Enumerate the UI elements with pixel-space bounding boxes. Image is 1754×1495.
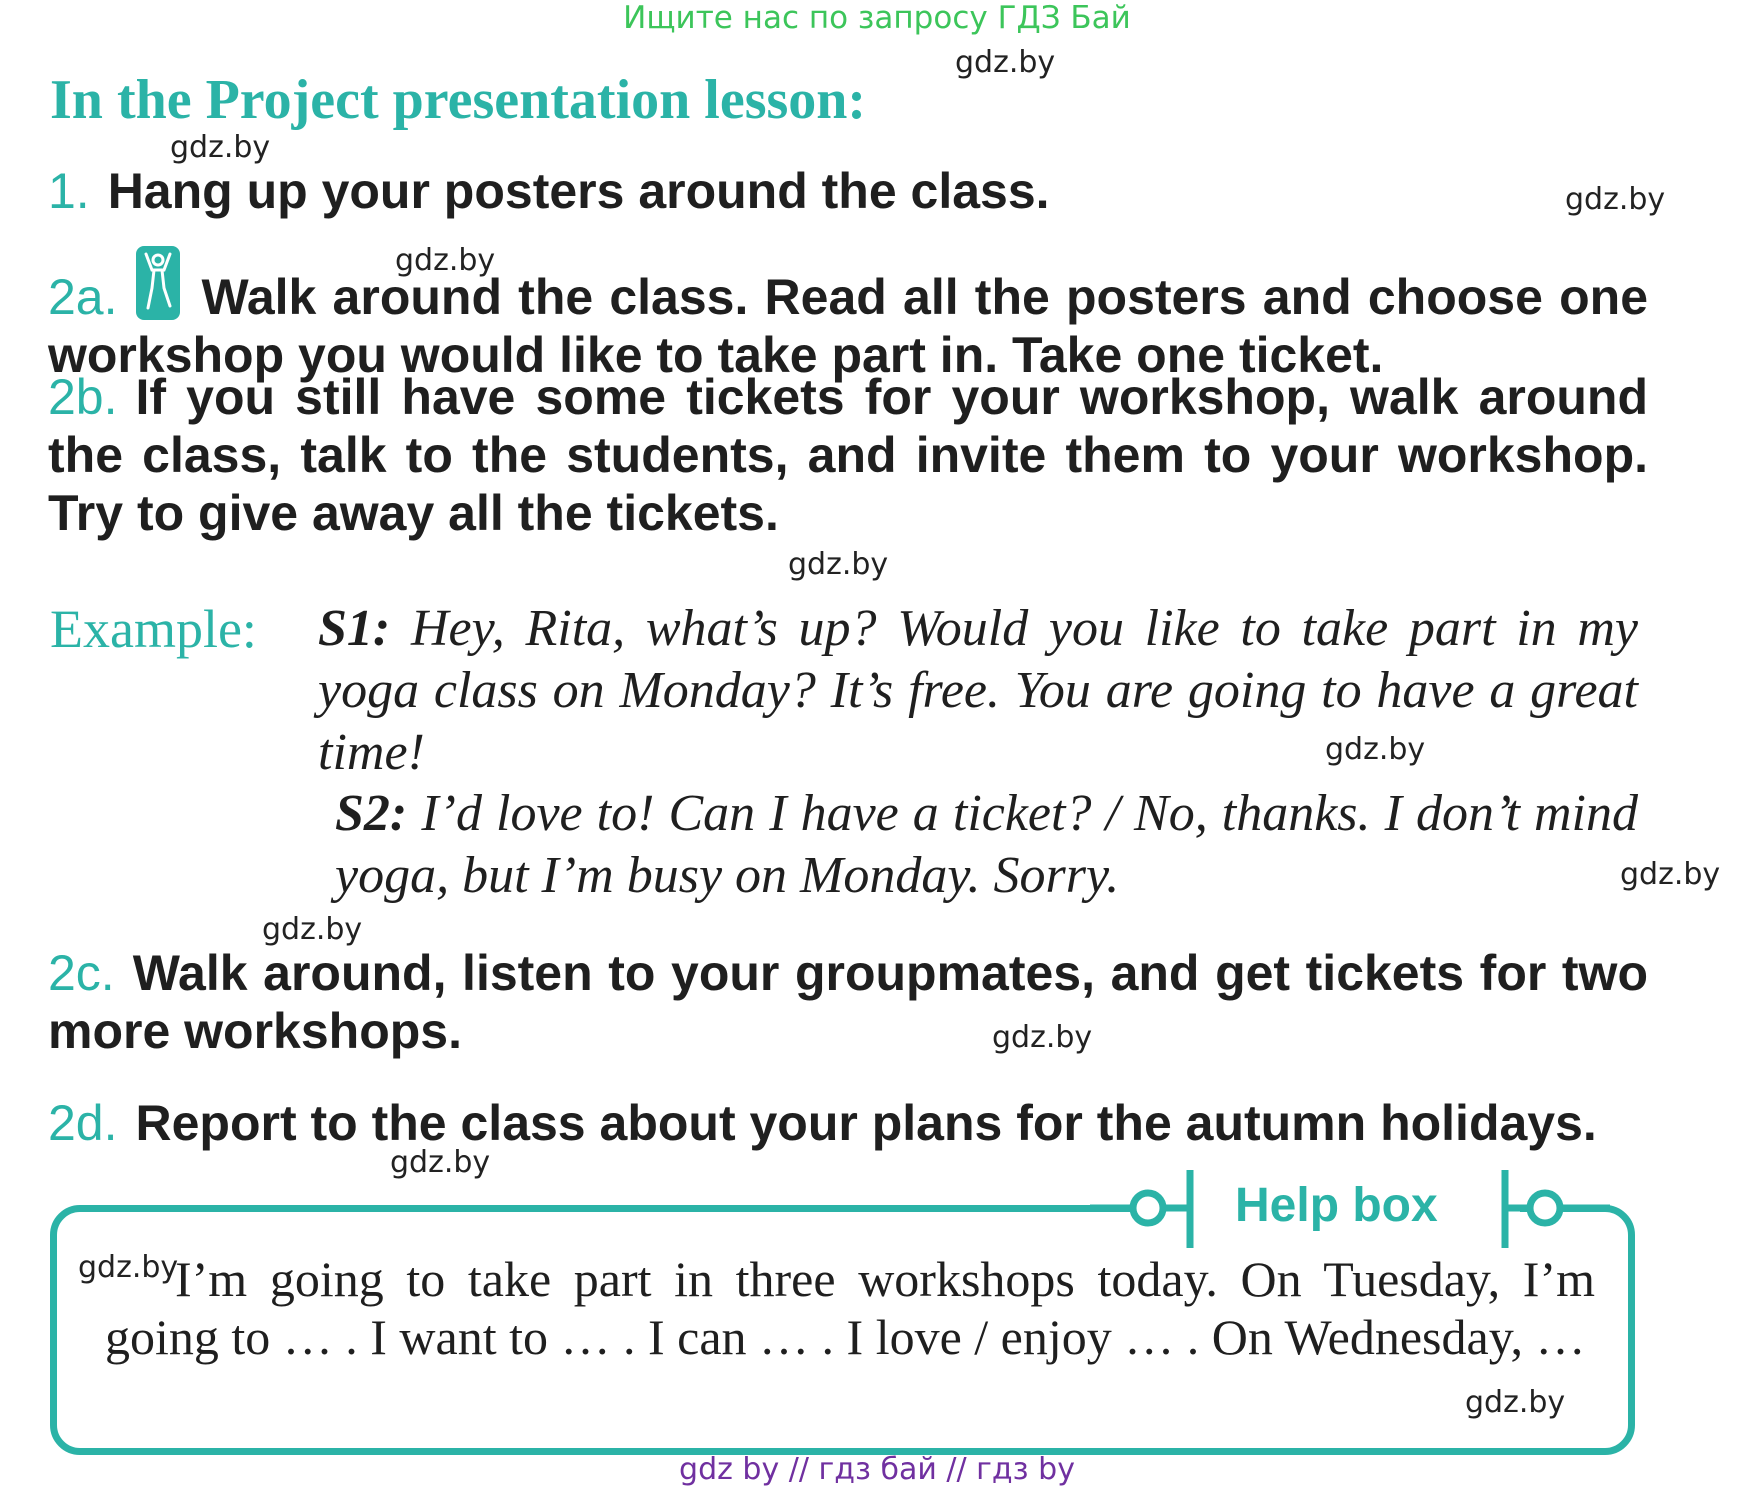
speaker-label: S1: xyxy=(318,600,391,657)
watermark: gdz.by xyxy=(788,547,889,582)
watermark: gdz.by xyxy=(170,130,271,165)
task-2d xyxy=(48,1094,1648,1152)
watermark: gdz.by xyxy=(955,45,1056,80)
page-title: In the Project presentation lesson: xyxy=(50,69,867,131)
help-box-title: Help box xyxy=(1235,1179,1438,1232)
example-text: Hey, Rita, what’s up? Would you like to take part in my yoga class on Monday? It’s free. You are going to have a great time! xyxy=(318,600,1638,781)
task-text: Hang up your posters around the class. xyxy=(107,163,1050,219)
task-text: Walk around, listen to your groupmates, and get tickets for two more workshops. xyxy=(48,945,1648,1059)
example-label: Example: xyxy=(50,599,257,659)
watermark: gdz.by xyxy=(390,1145,491,1180)
watermark: gdz.by xyxy=(1325,732,1426,767)
task-text: Walk around the class. Read all the posters and choose one workshop you would like to take part in. Take one ticket. xyxy=(48,269,1648,383)
task-number: 2c. xyxy=(48,945,115,1001)
task-number: 2b. xyxy=(48,369,118,425)
example-s1 xyxy=(318,598,1638,784)
person-moving-icon xyxy=(136,246,180,320)
task-number: 2a. xyxy=(48,269,118,325)
watermark: gdz.by xyxy=(992,1020,1093,1055)
footer: gdz by // гдз бай // гдз by xyxy=(679,1452,1075,1487)
example-text: I’d love to! Can I have a ticket? / No, thanks. I don’t mind yoga, but I’m busy on Monday. Sorry. xyxy=(335,785,1638,904)
top-note: Ищите нас по запросу ГДЗ Бай xyxy=(623,0,1131,36)
task-text: If you still have some tickets for your workshop, walk around the class, talk to the students, and invite them to your workshop. Try to give away all the tickets. xyxy=(48,369,1648,541)
watermark: gdz.by xyxy=(78,1250,179,1285)
watermark: gdz.by xyxy=(395,243,496,278)
task-2a xyxy=(48,246,1648,384)
watermark: gdz.by xyxy=(1620,857,1721,892)
example-s2 xyxy=(335,783,1638,907)
task-number: 2d. xyxy=(48,1095,118,1151)
task-1 xyxy=(48,162,1648,220)
task-text: Report to the class about your plans for the autumn holidays. xyxy=(135,1095,1597,1151)
watermark: gdz.by xyxy=(262,912,363,947)
task-2b xyxy=(48,368,1648,542)
watermark: gdz.by xyxy=(1465,1385,1566,1420)
task-number: 1. xyxy=(48,163,90,219)
watermark: gdz.by xyxy=(1565,182,1666,217)
task-2c xyxy=(48,944,1648,1060)
help-box-text: I’m going to take part in three workshops today. On Tuesday, I’m going to … . I want to … . I can … . I love / enjoy … . On Wednesday, … xyxy=(105,1251,1595,1365)
speaker-label: S2: xyxy=(335,785,408,842)
